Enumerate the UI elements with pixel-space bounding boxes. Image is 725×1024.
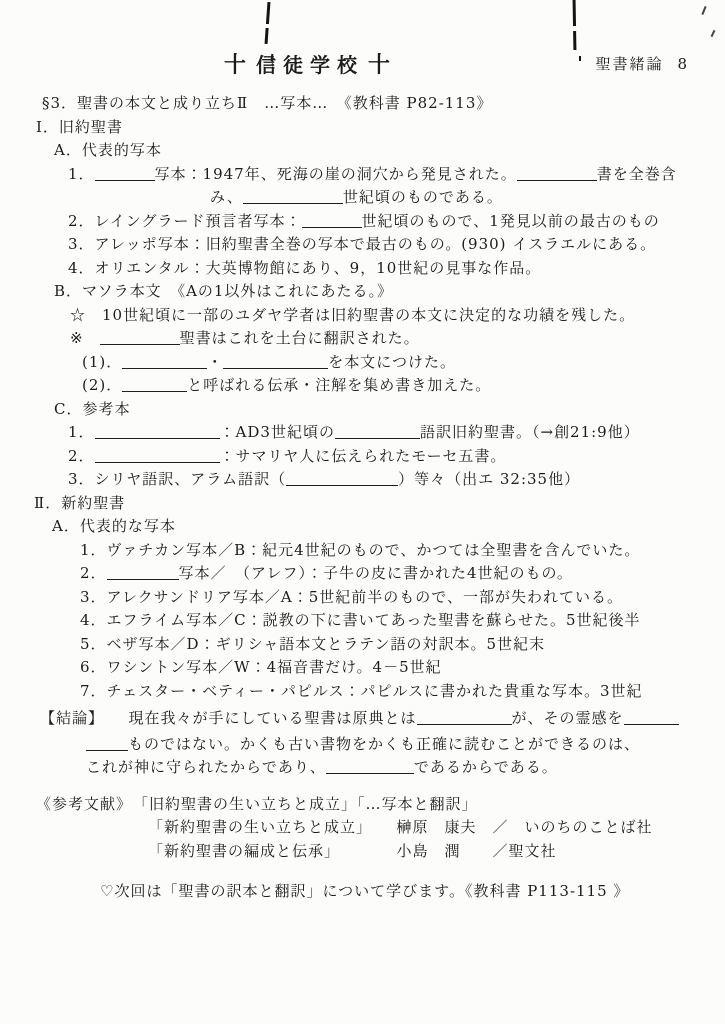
- text-segment: ※: [70, 329, 100, 347]
- conclusion-line: [0, 756, 725, 780]
- list-item: [0, 421, 725, 445]
- text-segment: 1．ヴァチカン写本／B：紀元4世紀のもので、かつては全聖書を含んでいた。: [80, 540, 641, 559]
- text-segment: 1．: [68, 423, 95, 441]
- list-item: [0, 210, 725, 234]
- text-segment: 4．エフライム写本／C：説教の下に書いてあった聖書を蘇らせた。5世紀後半: [80, 611, 641, 629]
- text-segment: 語訳旧約聖書。（→創21:9他）: [419, 423, 640, 441]
- text-segment: 7．チェスター・ベティー・パピルス：パピルスに書かれた貴重な写本。3世紀: [80, 681, 643, 700]
- list-item-continuation: [0, 186, 725, 210]
- text-segment: 【結論】 現在我々が手にしている聖書は原典とは: [40, 709, 417, 727]
- scan-artifact-mark: [711, 30, 716, 37]
- subsection-a1-heading: [0, 139, 725, 163]
- text-segment: 3．シリヤ語訳、アラム語訳（: [68, 470, 287, 488]
- text-segment: 世紀頃のものである。: [342, 188, 503, 206]
- text-segment: A．代表的な写本: [52, 517, 176, 535]
- document-body: [0, 92, 725, 904]
- next-session-line: [0, 880, 725, 904]
- fill-in-blank: [302, 213, 362, 228]
- text-segment: ♡次回は「聖書の訳本と翻訳」について学びます。《教科書 P113-115 》: [100, 882, 630, 900]
- section-2-heading: [0, 492, 725, 516]
- text-segment: (2)．: [82, 376, 123, 394]
- list-item: [0, 374, 725, 398]
- text-segment: み、: [210, 188, 243, 206]
- fill-in-blank: [95, 424, 220, 439]
- text-segment: C．参考本: [54, 399, 131, 418]
- list-item: [0, 586, 725, 610]
- scan-artifact-mark: [265, 2, 271, 44]
- text-segment: ：AD3世紀頃の: [219, 423, 335, 441]
- text-segment: 1．: [68, 164, 95, 183]
- list-item: [0, 633, 725, 657]
- cross-icon: 十: [368, 52, 391, 78]
- text-segment: 3．アレクサンドリア写本／A：5世紀前半のもので、一部が失われている。: [80, 587, 623, 606]
- text-segment: 《参考文献》 「旧約聖書の生い立ちと成立」「…写本と翻訳」: [36, 794, 478, 813]
- text-segment: を本文につけた。: [328, 352, 456, 371]
- lesson-title: [0, 92, 725, 116]
- references-line: [0, 840, 725, 864]
- text-segment: Ⅰ．旧約聖書: [36, 117, 123, 136]
- fill-in-blank: [243, 189, 343, 204]
- page-label: [595, 53, 689, 74]
- conclusion-line: [0, 707, 725, 731]
- conclusion-line: [0, 733, 725, 757]
- fill-in-blank: [624, 710, 679, 725]
- text-segment: 2．: [68, 446, 95, 465]
- text-segment: これが神に守られたからであり、: [86, 758, 326, 776]
- text-segment: ）等々（出エ 32:35他）: [398, 470, 581, 488]
- text-segment: 書を全巻含: [596, 164, 677, 183]
- list-item: [0, 351, 725, 375]
- text-segment: と呼ばれる伝承・注解を集め書き加えた。: [187, 376, 492, 394]
- references-line: [0, 793, 725, 817]
- fill-in-blank: [417, 710, 512, 725]
- text-segment: 「新約聖書の生い立ちと成立」 榊原 康夫 ／ いのちのことば社: [148, 818, 653, 836]
- fill-in-blank: [86, 736, 128, 751]
- text-segment: 世紀頃のもので、1発見以前の最古のもの: [361, 211, 660, 230]
- fill-in-blank: [107, 565, 179, 580]
- note-line: [0, 327, 725, 351]
- list-item: [0, 562, 725, 586]
- text-segment: 5．ベザ写本／D：ギリシャ語本文とラテン語の対訳本。5世紀末: [80, 634, 546, 653]
- fill-in-blank: [335, 424, 420, 439]
- text-segment: ・: [207, 352, 224, 371]
- cross-icon: 十: [224, 52, 247, 78]
- scan-artifact-mark: [701, 6, 706, 15]
- fill-in-blank: [100, 330, 180, 345]
- text-segment: であるからである。: [413, 758, 558, 776]
- text-segment: ：サマリヤ人に伝えられたモーセ五書。: [219, 446, 507, 465]
- references-line: [0, 816, 725, 840]
- text-segment: 「新約聖書の編成と伝承」 小島 潤 ／聖文社: [148, 841, 557, 860]
- list-item: [0, 609, 725, 633]
- list-item: [0, 539, 725, 563]
- list-item: [0, 656, 725, 680]
- list-item: [0, 445, 725, 469]
- note-line: [0, 304, 725, 328]
- list-item: [0, 468, 725, 492]
- document-header: [0, 48, 725, 78]
- header-title: [224, 48, 390, 79]
- subsection-b-heading: [0, 280, 725, 304]
- text-segment: 写本：1947年、死海の崖の洞穴から発見された。: [154, 164, 517, 183]
- scan-artifact-mark: [573, 0, 577, 50]
- text-segment: B．マソラ本文 《Aの1以外はこれにあたる。》: [54, 282, 393, 300]
- text-segment: A．代表的写本: [54, 141, 162, 159]
- series-label: 聖書緒論: [595, 55, 664, 73]
- text-segment: 4．オリエンタル：大英博物館にあり、9，10世紀の見事な作品。: [68, 258, 542, 277]
- text-segment: 聖書はこれを土台に翻訳された。: [179, 329, 420, 347]
- section-1-heading: [0, 116, 725, 140]
- text-segment: 3．アレッポ写本：旧約聖書全巻の写本で最古のもの。(930) イスラエルにある。: [68, 235, 657, 253]
- fill-in-blank: [95, 448, 220, 463]
- text-segment: ☆ 10世紀頃に一部のユダヤ学者は旧約聖書の本文に決定的な功績を残した。: [70, 305, 636, 324]
- text-segment: が、その霊感を: [511, 709, 624, 727]
- text-segment: (1)．: [82, 352, 123, 371]
- page-number: 8: [677, 55, 689, 73]
- subsection-c-heading: [0, 398, 725, 422]
- list-item: [0, 680, 725, 704]
- text-segment: 2．レイングラード預言者写本：: [68, 211, 302, 230]
- fill-in-blank: [517, 166, 597, 181]
- list-item: [0, 163, 725, 187]
- fill-in-blank: [326, 759, 414, 774]
- text-segment: Ⅱ．新約聖書: [34, 493, 126, 512]
- list-item: [0, 257, 725, 281]
- fill-in-blank: [122, 354, 207, 369]
- school-name: 信徒学校: [256, 53, 365, 77]
- text-segment: ものではない。かくも古い書物をかくも正確に読むことができるのは、: [128, 734, 641, 753]
- text-segment: 写本／ （アレフ）：子牛の皮に書かれた4世紀のもの。: [178, 564, 573, 582]
- text-segment: 6．ワシントン写本／W：4福音書だけ。4－5世紀: [80, 658, 442, 676]
- subsection-a2-heading: [0, 515, 725, 539]
- list-item: [0, 233, 725, 257]
- text-segment: 2．: [80, 564, 107, 582]
- fill-in-blank: [95, 166, 155, 181]
- fill-in-blank: [122, 377, 187, 392]
- text-segment: §3．聖書の本文と成り立ちⅡ …写本… 《教科書 P82-113》: [42, 94, 493, 112]
- fill-in-blank: [286, 471, 398, 486]
- fill-in-blank: [223, 354, 328, 369]
